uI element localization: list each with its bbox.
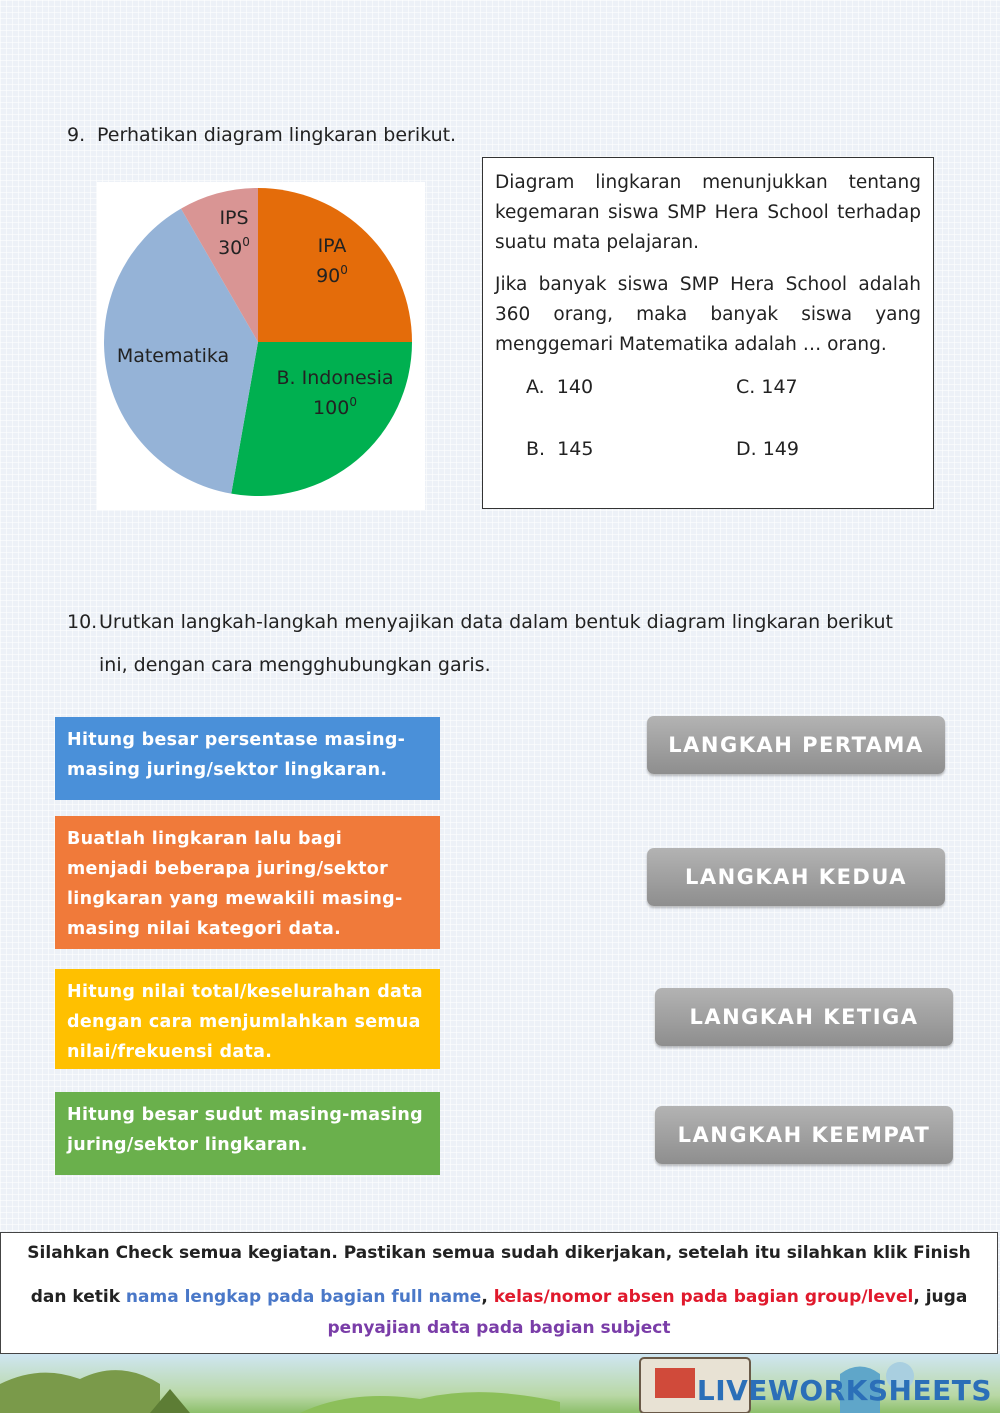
liveworksheets-logo[interactable]: LIVEWORKSHEETS: [696, 1374, 992, 1407]
question-10-line2: ini, dengan cara mengghubungkan garis.: [99, 654, 491, 676]
option-value: 145: [557, 438, 594, 460]
option-letter: A.: [526, 376, 545, 398]
question-10-line1: Urutkan langkah-langkah menyajikan data dalam bentuk diagram lingkaran berikut: [99, 611, 893, 633]
instruction-line-2: [1, 1287, 997, 1307]
decorative-landscape: [0, 1354, 1000, 1413]
langkah-ketiga-button[interactable]: LANGKAH KETIGA: [655, 988, 953, 1046]
step-text: Hitung besar persentase masing-masing juring/sektor lingkaran.: [67, 730, 406, 780]
pie-label: IPS: [219, 207, 249, 229]
instruction-text: , juga: [913, 1287, 968, 1307]
pie-chart: [97, 182, 425, 510]
pie-chart-svg: [97, 182, 425, 510]
pie-value-label: $100^0$: [313, 395, 357, 419]
pie-value-label: $90^0$: [316, 263, 348, 287]
option-d: [736, 438, 799, 460]
pie-label: IPA: [317, 235, 347, 257]
option-value: 147: [761, 376, 798, 398]
langkah-pertama-button[interactable]: LANGKAH PERTAMA: [647, 716, 945, 774]
step-box-besar-sudut[interactable]: [55, 1092, 440, 1175]
instruction-line-1: Silahkan Check semua kegiatan. Pastikan semua sudah dikerjakan, setelah itu silahkan klik Finish: [27, 1243, 971, 1263]
option-a: [526, 376, 593, 398]
info-paragraph-1: Diagram lingkaran menunjukkan tentang kegemaran siswa SMP Hera School terhadap suatu mata pelajaran.: [495, 172, 921, 253]
step-text: Buatlah lingkaran lalu bagi menjadi beberapa juring/sektor lingkaran yang mewakili masing-masing nilai kategori data.: [67, 829, 403, 939]
pie-value-label: $30^0$: [218, 235, 250, 259]
instruction-text: dan ketik: [30, 1287, 126, 1307]
question-9-prompt: Perhatikan diagram lingkaran berikut.: [97, 124, 457, 146]
step-text: Hitung besar sudut masing-masing juring/sektor lingkaran.: [67, 1105, 423, 1155]
pie-slice-b-indonesia: [231, 342, 412, 496]
instruction-text: ,: [481, 1287, 494, 1307]
question-9-number: 9.: [67, 124, 86, 146]
option-c: [736, 376, 798, 398]
option-letter: D.: [736, 438, 757, 460]
instruction-box: [0, 1232, 998, 1354]
option-value: 140: [556, 376, 594, 398]
pie-label: B. Indonesia: [276, 367, 394, 389]
step-box-buat-lingkaran[interactable]: [55, 816, 440, 949]
option-letter: B.: [526, 438, 546, 460]
question-10-number: 10.: [67, 611, 98, 633]
pie-label: Matematika: [116, 345, 230, 367]
step-box-nilai-total[interactable]: [55, 969, 440, 1069]
langkah-kedua-button[interactable]: LANGKAH KEDUA: [647, 848, 945, 906]
instruction-group-level: kelas/nomor absen pada bagian group/level: [493, 1287, 914, 1307]
instruction-subject: penyajian data pada bagian subject: [327, 1318, 671, 1338]
option-letter: C.: [736, 376, 756, 398]
option-b: [526, 438, 593, 460]
info-paragraph-2: Jika banyak siswa SMP Hera School adalah 360 orang, maka banyak siswa yang menggemari Matematika adalah … orang.: [495, 274, 921, 355]
option-value: 149: [762, 438, 799, 460]
step-text: Hitung nilai total/keselurahan data dengan cara menjumlahkan semua nilai/frekuensi data.: [67, 982, 423, 1062]
langkah-keempat-button[interactable]: LANGKAH KEEMPAT: [655, 1106, 953, 1164]
instruction-full-name: nama lengkap pada bagian full name: [125, 1287, 482, 1307]
step-box-persentase[interactable]: [55, 717, 440, 800]
